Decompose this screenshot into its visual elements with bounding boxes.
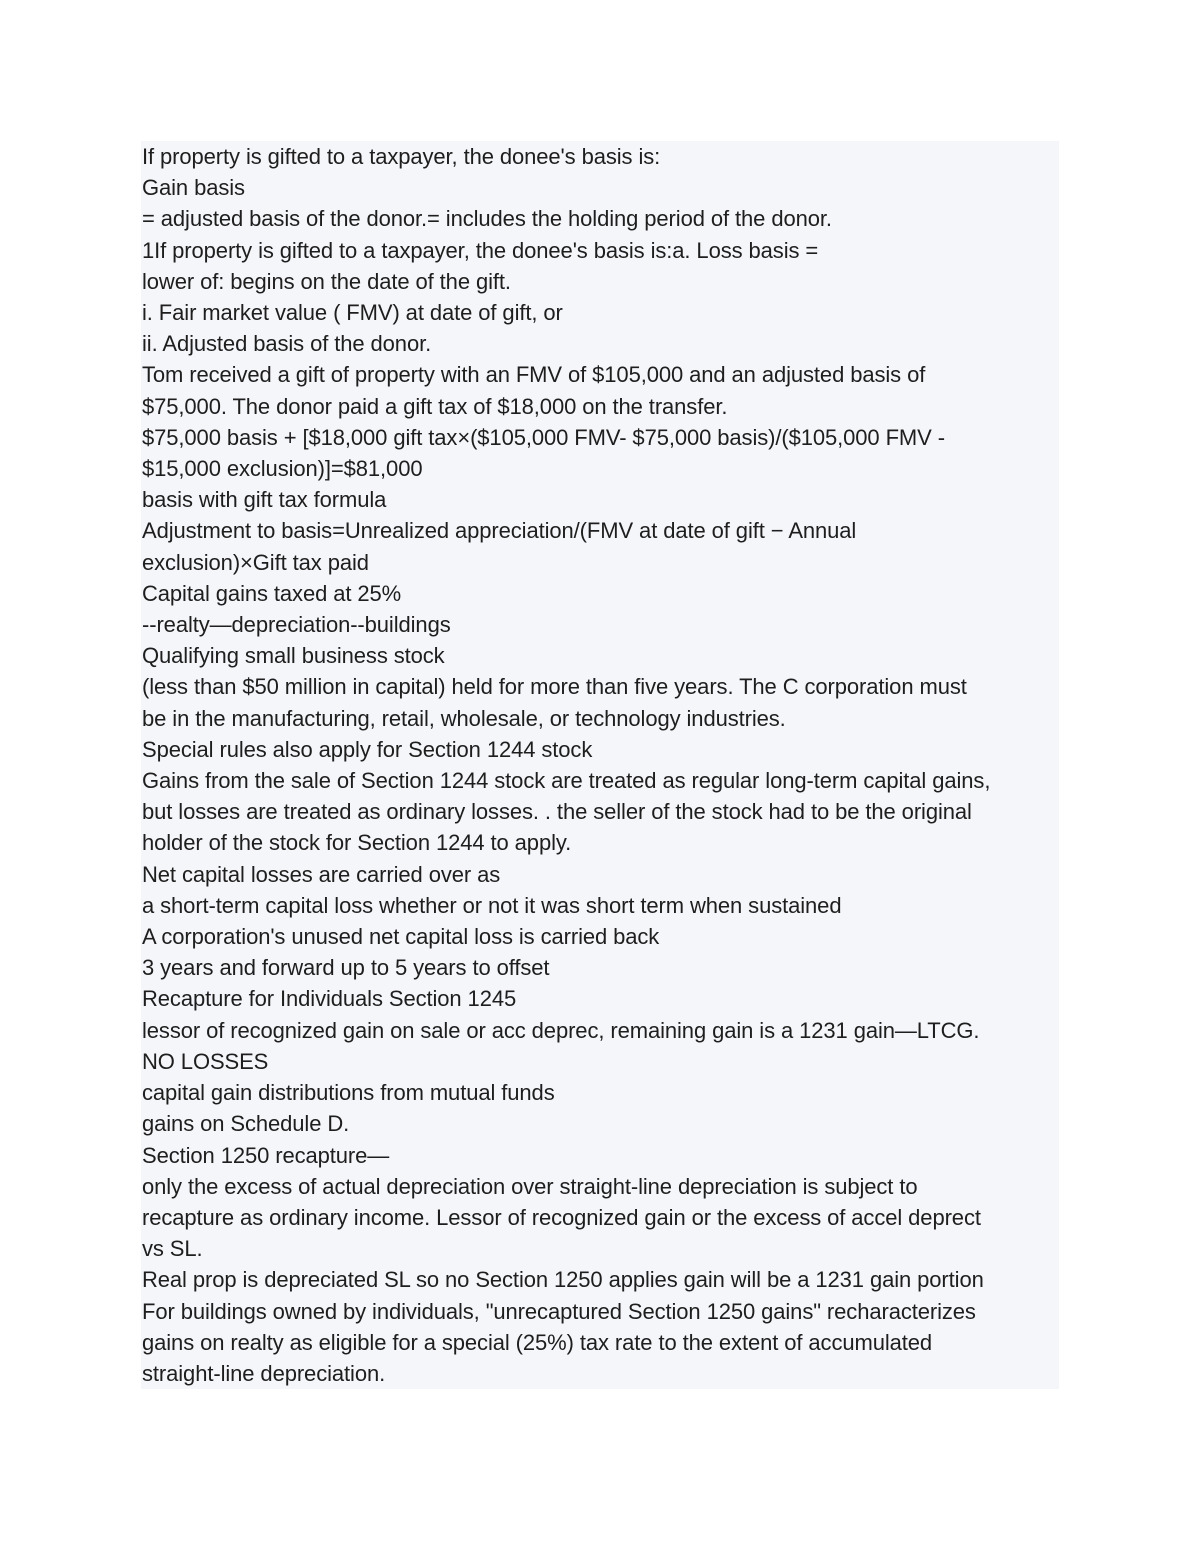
text-line: be in the manufacturing, retail, wholesale, or technology industries. [142, 705, 786, 731]
text-line: Section 1250 recapture— [142, 1142, 390, 1168]
text-line: capital gain distributions from mutual funds [142, 1080, 555, 1106]
text-line: holder of the stock for Section 1244 to apply. [142, 830, 572, 856]
text-line: For buildings owned by individuals, "unrecaptured Section 1250 gains" recharacterizes [142, 1298, 976, 1324]
text-line: --realty—depreciation--buildings [142, 612, 451, 638]
text-line: $15,000 exclusion)]=$81,000 [142, 456, 423, 482]
text-line: lower of: begins on the date of the gift. [142, 268, 511, 294]
text-line: = adjusted basis of the donor.= includes the holding period of the donor. [142, 206, 832, 232]
text-line: Net capital losses are carried over as [142, 861, 501, 887]
text-line: If property is gifted to a taxpayer, the donee's basis is: [142, 144, 661, 169]
text-line: basis with gift tax formula [142, 487, 387, 513]
text-line: i. Fair market value ( FMV) at date of gift, or [142, 300, 563, 326]
text-line: exclusion)×Gift tax paid [142, 549, 369, 575]
text-line: Gain basis [142, 175, 245, 201]
text-line: Gains from the sale of Section 1244 stock are treated as regular long-term capital gains, [142, 768, 991, 794]
text-line: A corporation's unused net capital loss is carried back [142, 924, 660, 950]
text-line: but losses are treated as ordinary losses. . the seller of the stock had to be the original [142, 799, 972, 825]
text-line: gains on Schedule D. [142, 1111, 350, 1137]
text-line: Capital gains taxed at 25% [142, 580, 402, 606]
text-line: only the excess of actual depreciation over straight-line depreciation is subject to [142, 1173, 918, 1199]
text-line: Special rules also apply for Section 1244 stock [142, 736, 593, 762]
text-line: 3 years and forward up to 5 years to offset [142, 955, 550, 981]
text-line: lessor of recognized gain on sale or acc deprec, remaining gain is a 1231 gain—LTCG. [142, 1017, 980, 1043]
text-line: 1If property is gifted to a taxpayer, the donee's basis is:a. Loss basis = [142, 237, 819, 263]
text-line: straight-line depreciation. [142, 1360, 386, 1386]
text-line: Adjustment to basis=Unrealized appreciation/(FMV at date of gift − Annual [142, 518, 857, 544]
text-line: a short-term capital loss whether or not it was short term when sustained [142, 892, 842, 918]
text-line: NO LOSSES [142, 1048, 269, 1074]
text-line: recapture as ordinary income. Lessor of recognized gain or the excess of accel deprect [142, 1204, 981, 1230]
text-line: Recapture for Individuals Section 1245 [142, 986, 517, 1012]
text-line: ii. Adjusted basis of the donor. [142, 331, 432, 357]
document-text-block [141, 141, 1059, 1389]
text-line: Qualifying small business stock [142, 643, 445, 669]
text-line: $75,000. The donor paid a gift tax of $18,000 on the transfer. [142, 393, 728, 419]
text-line: Real prop is depreciated SL so no Section 1250 applies gain will be a 1231 gain portion [142, 1267, 984, 1293]
text-line: vs SL. [142, 1236, 203, 1262]
text-line: gains on realty as eligible for a special (25%) tax rate to the extent of accumulated [142, 1329, 933, 1355]
text-line: Tom received a gift of property with an FMV of $105,000 and an adjusted basis of [142, 362, 926, 388]
text-line: (less than $50 million in capital) held for more than five years. The C corporation must [142, 674, 967, 700]
text-line: $75,000 basis + [$18,000 gift tax×($105,000 FMV- $75,000 basis)/($105,000 FMV - [142, 424, 945, 450]
